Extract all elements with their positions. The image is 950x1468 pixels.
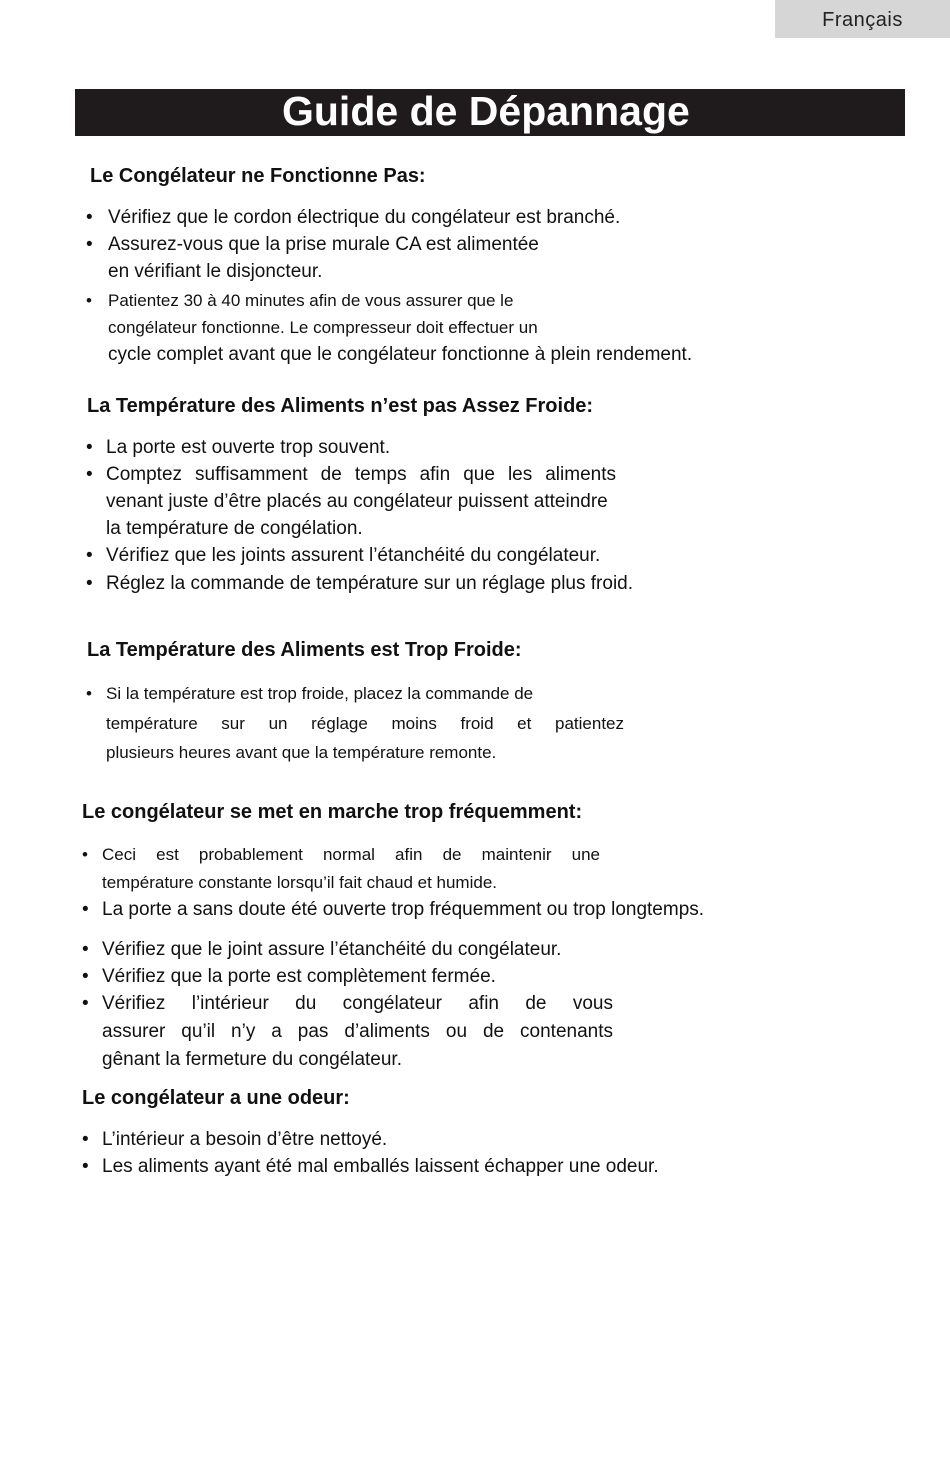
list-item-text: Comptez suffisamment de temps afin que les aliments [106,464,616,485]
list-item [86,542,600,569]
list-item [82,990,613,1074]
list-item [86,434,390,461]
bullet-icon: • [82,966,89,987]
list-item-text: Vérifiez que le joint assure l’étanchéité du congélateur. [102,939,562,960]
bullet-icon: • [82,845,88,864]
list-item-text: Vérifiez que le cordon électrique du congélateur est branché. [108,207,621,228]
list-item [86,231,539,285]
bullet-list [82,963,496,991]
list-item [82,896,704,924]
section-heading: La Température des Aliments est Trop Froide: [87,639,522,661]
bullet-list [82,990,613,1074]
list-item-text: température sur un réglage moins froid et patientez [106,713,624,733]
bullet-icon: • [86,684,92,703]
bullet-list [82,896,704,924]
bullet-icon: • [86,207,93,228]
list-item-text: L’intérieur a besoin d’être nettoyé. [102,1129,388,1150]
list-item-text: température constante lorsqu’il fait chaud et humide. [102,873,498,892]
bullet-list [82,841,600,897]
bullet-list [86,679,624,768]
list-item-text: Ceci est probablement normal afin de maintenir une [102,845,600,864]
list-item [86,570,633,597]
list-item-text: en vérifiant le disjoncteur. [108,261,323,282]
page-title: Guide de Dépannage [282,88,690,134]
list-item-text: Réglez la commande de température sur un réglage plus froid. [106,573,634,594]
section-heading: Le congélateur se met en marche trop fréquemment: [82,801,583,823]
title-bar [75,89,905,136]
list-item-text: Vérifiez l’intérieur du congélateur afin de vous [102,993,613,1014]
list-item-text: congélateur fonctionne. Le compresseur doit effectuer un [108,318,538,337]
bullet-icon: • [86,464,93,485]
bullet-list [86,434,390,461]
list-item [82,1153,659,1181]
list-item-text: Patientez 30 à 40 minutes afin de vous assurer que le [108,291,514,310]
bullet-list [86,204,620,232]
bullet-list [82,1153,659,1181]
section-heading: Le Congélateur ne Fonctionne Pas: [90,165,426,187]
list-item-text: la température de congélation. [106,518,363,539]
list-item-text: assurer qu’il n’y a pas d’aliments ou de contenants [102,1021,613,1042]
list-item [82,841,600,897]
bullet-icon: • [82,939,89,960]
list-item-text: gênant la fermeture du congélateur. [102,1049,402,1070]
bullet-list [86,570,633,597]
bullet-list [82,936,561,964]
bullet-icon: • [86,437,93,458]
list-item [82,1126,387,1154]
bullet-list [86,231,539,285]
list-item-text: La porte a sans doute été ouverte trop fréquemment ou trop longtemps. [102,899,705,920]
bullet-list [86,461,616,542]
language-tab: Français [775,0,950,38]
list-item-text: cycle complet avant que le congélateur fonctionne à plein rendement. [108,344,693,365]
list-item-text: Vérifiez que les joints assurent l’étanchéité du congélateur. [106,545,601,566]
bullet-list [86,542,600,569]
list-item-text: venant juste d’être placés au congélateur puissent atteindre [106,491,608,512]
bullet-icon: • [82,1156,89,1177]
list-item [82,963,496,991]
list-item-text: plusieurs heures avant que la température remonte. [106,743,497,762]
list-item [82,936,561,964]
bullet-icon: • [82,899,89,920]
list-item-text: Assurez-vous que la prise murale CA est alimentée [108,234,539,255]
bullet-list [82,1126,387,1154]
list-item-text: La porte est ouverte trop souvent. [106,437,391,458]
bullet-icon: • [86,573,93,594]
section-heading: Le congélateur a une odeur: [82,1087,350,1109]
list-item-text: Si la température est trop froide, placez la commande de [106,684,534,703]
bullet-icon: • [82,993,89,1014]
bullet-icon: • [82,1129,89,1150]
list-item-text: Les aliments ayant été mal emballés laissent échapper une odeur. [102,1156,659,1177]
bullet-list [86,287,692,368]
section-heading: La Température des Aliments n’est pas Assez Froide: [87,395,594,417]
list-item [86,204,620,232]
list-item-text: Vérifiez que la porte est complètement fermée. [102,966,496,987]
list-item [86,679,624,768]
list-item [86,287,692,368]
bullet-icon: • [86,291,92,310]
bullet-icon: • [86,545,93,566]
list-item [86,461,616,542]
bullet-icon: • [86,234,93,255]
